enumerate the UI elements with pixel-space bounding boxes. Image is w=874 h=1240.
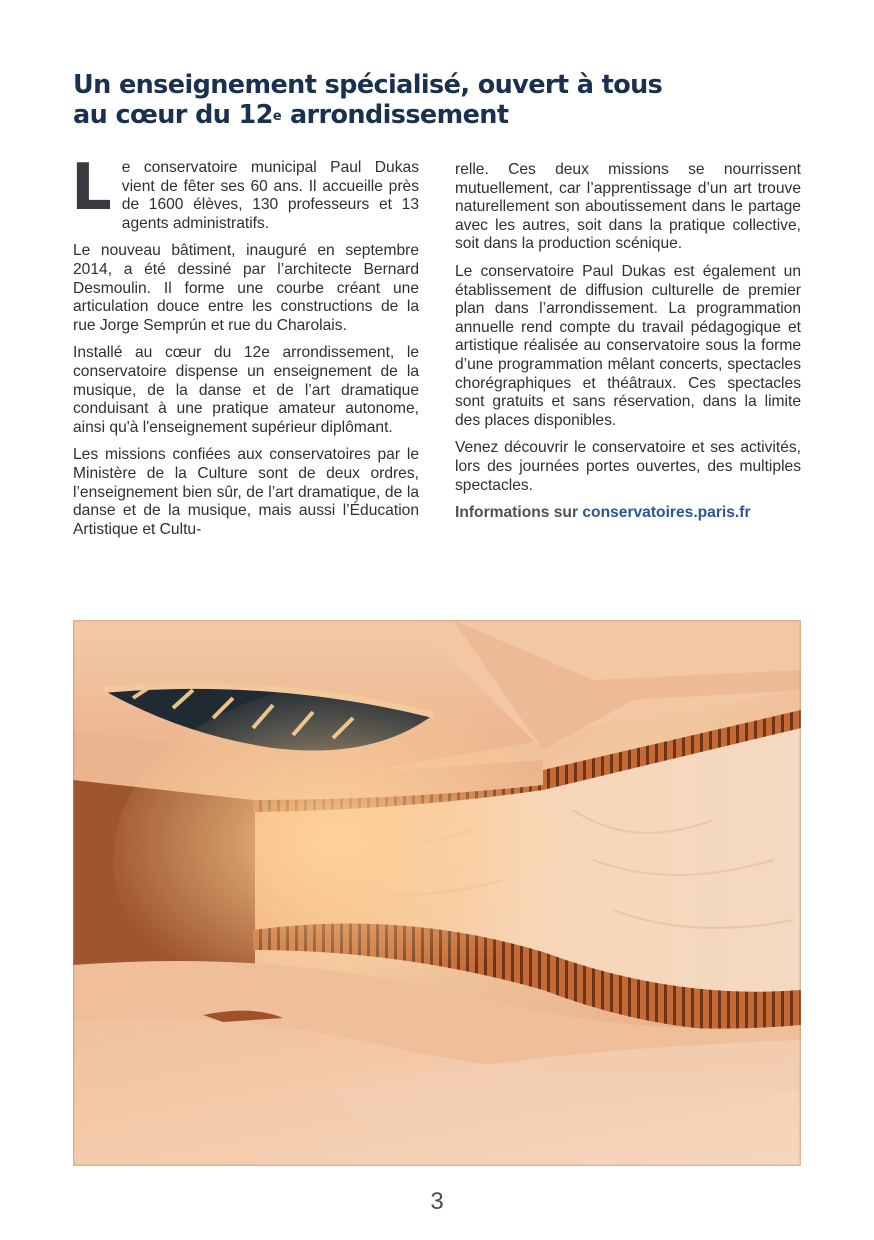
paragraph-intro: Le conservatoire municipal Paul Dukas vient de fêter ses 60 ans. Il accueille près de 1600 élèves, 130 professeurs et 13 agents administratifs.	[71, 151, 419, 232]
title-line-1: Un enseignement spécialisé, ouvert à tous	[73, 70, 663, 100]
title-superscript: e	[272, 109, 282, 124]
left-column	[71, 151, 419, 548]
right-column	[455, 159, 801, 532]
paragraph-building: Le nouveau bâtiment, inauguré en septembre 2014, a été dessiné par l’architecte Bernard Desmoulin. Il forme une courbe créant une articulation douce entre les constructions de la rue Jorge Semprún et rue du Charolais.	[73, 242, 419, 334]
title-line-2: au cœur du 12e arrondissement	[73, 100, 509, 130]
website-link[interactable]: conservatoires.paris.fr	[582, 504, 751, 522]
paragraph-teaching: Installé au cœur du 12e arrondissement, le conservatoire dispense un enseignement de la musique, de la danse et de l’art dramatique conduisant à une pratique amateur autonome, ainsi qu'à l'enseignement supérieur diplômant.	[73, 344, 419, 436]
page-title	[73, 70, 813, 130]
paragraph-missions: Les missions confiées aux conservatoires par le Ministère de la Culture sont de deux ordres, l’enseignement bien sûr, de l’art dramatique, de la danse et de la musique, mais aussi l’Éducation Artistique et Cultu-	[73, 446, 419, 538]
page-number: 3	[430, 1188, 444, 1215]
dropcap-letter: L	[71, 151, 112, 225]
paragraph-diffusion: Le conservatoire Paul Dukas est également un établissement de diffusion culturelle de premier plan dans l’arrondissement. La programmation annuelle rend compte du travail pédagogique et artistique réalisée au conservatoire sous la forme d’une programmation mêlant concerts, spectacles chorégraphiques et théâtraux. Ces spectacles sont gratuits et sans réservation, dans la limite des places disponibles.	[455, 262, 801, 429]
paragraph-missions-cont: relle. Ces deux missions se nourrissent mutuellement, car l’apprentissage d’un art trouve naturellement son aboutissement dans le partage avec les autres, soit dans la pratique collective, soit dans la production scénique.	[455, 161, 801, 253]
info-line: Informations sur conservatoires.paris.fr	[455, 504, 751, 522]
architecture-model-photo	[73, 620, 801, 1166]
paragraph-visit: Venez découvrir le conservatoire et ses activités, lors des journées portes ouvertes, des multiples spectacles.	[455, 439, 801, 494]
